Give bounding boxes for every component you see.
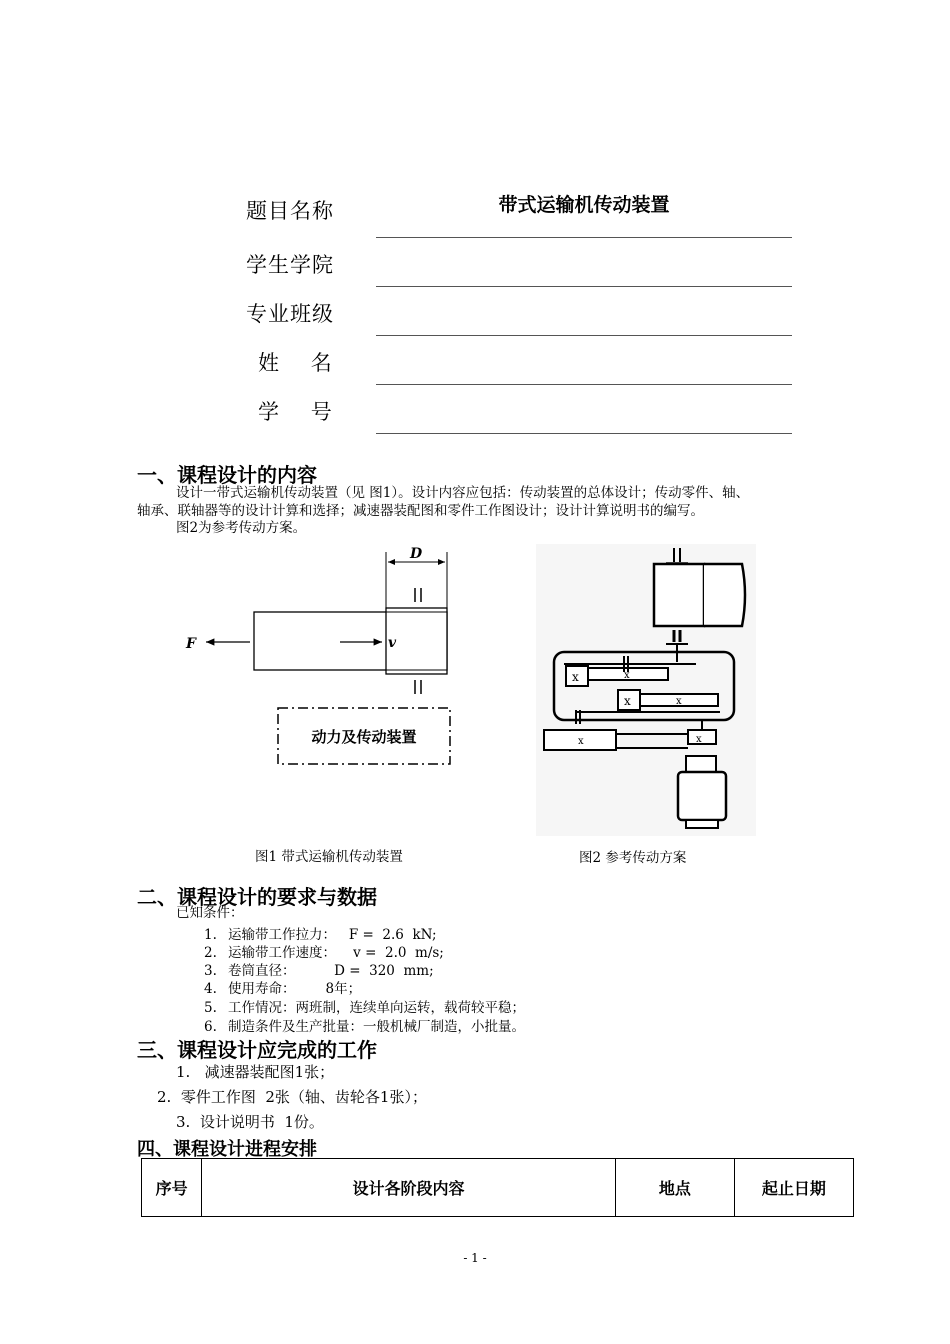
table-header-dates: 起止日期 <box>734 1159 853 1217</box>
svg-text:x: x <box>696 734 702 745</box>
figure1-box-label: 动力及传动装置 <box>311 728 417 746</box>
page-number: - 1 - <box>463 1251 487 1265</box>
condition-item: 6. 制造条件及生产批量：一般机械厂制造，小批量。 <box>204 1019 525 1035</box>
form-label-student-id: 学 号 <box>258 400 333 424</box>
section1-para2: 图2为参考传动方案。 <box>176 520 307 536</box>
work-item: 2. 零件工作图 2张（轴、齿轮各1张）； <box>157 1088 427 1106</box>
condition-item: 1. 运输带工作拉力： F = 2.6 kN; <box>204 927 437 943</box>
form-label-title: 题目名称 <box>246 199 334 223</box>
section1-para-line1: 设计一带式运输机传动装置（见 图1）。设计内容应包括：传动装置的总体设计；传动零件、轴、 <box>176 485 750 501</box>
condition-item: 4. 使用寿命： 8年； <box>204 981 362 997</box>
schedule-table <box>141 1158 854 1217</box>
figure2-caption: 图2 参考传动方案 <box>579 850 687 866</box>
form-line-class <box>376 335 792 336</box>
figure1-belt-conveyor <box>170 540 470 780</box>
section1-para-line2: 轴承、联轴器等的设计计算和选择；减速器装配图和零件工作图设计；设计计算说明书的编写。 <box>137 503 704 519</box>
table-header-no: 序号 <box>142 1159 202 1217</box>
condition-item: 2. 运输带工作速度： v = 2.0 m/s; <box>204 945 444 961</box>
svg-text:x: x <box>676 696 682 707</box>
condition-item: 3. 卷筒直径： D = 320 mm; <box>204 963 434 979</box>
form-label-college: 学生学院 <box>246 253 334 277</box>
section2-heading: 二、课程设计的要求与数据 <box>137 885 377 909</box>
figure1-label-d: D <box>410 546 423 562</box>
form-line-name <box>376 384 792 385</box>
section1-heading: 一、课程设计的内容 <box>137 463 317 487</box>
form-line-college <box>376 286 792 287</box>
project-title: 带式运输机传动装置 <box>498 194 670 216</box>
figure2-reference-scheme <box>536 544 756 836</box>
table-header-place: 地点 <box>615 1159 734 1217</box>
svg-text:x: x <box>624 694 631 708</box>
figure1-label-v: v <box>388 635 397 651</box>
condition-item: 5. 工作情况：两班制，连续单向运转，载荷较平稳； <box>204 1000 525 1016</box>
svg-text:x: x <box>572 670 579 684</box>
work-item: 1. 减速器装配图1张； <box>176 1063 335 1081</box>
form-label-name: 姓 名 <box>258 351 333 375</box>
figure1-caption: 图1 带式运输机传动装置 <box>255 849 403 865</box>
form-label-class: 专业班级 <box>246 302 334 326</box>
form-line-title <box>376 237 792 238</box>
section4-heading: 四、课程设计进程安排 <box>137 1139 317 1160</box>
section2-intro: 已知条件： <box>176 905 244 921</box>
table-header-row <box>142 1159 854 1217</box>
form-line-student-id <box>376 433 792 434</box>
table-header-content: 设计各阶段内容 <box>202 1159 616 1217</box>
svg-text:x: x <box>578 736 584 747</box>
svg-text:x: x <box>624 670 630 681</box>
section3-heading: 三、课程设计应完成的工作 <box>137 1038 377 1062</box>
figure1-label-f: F <box>186 636 196 652</box>
work-item: 3. 设计说明书 1份。 <box>176 1113 324 1131</box>
